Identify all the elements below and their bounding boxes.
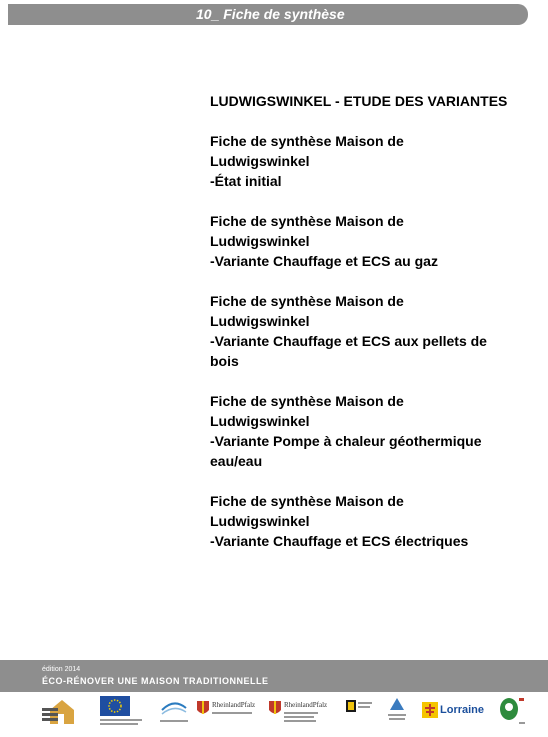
rheinland-pfalz-label: RheinlandPfalz <box>212 701 256 709</box>
entry-variant: -Variante Chauffage et ECS électriques <box>210 533 469 549</box>
lorraine-logo <box>420 694 492 730</box>
entry-line: Ludwigswinkel <box>210 233 310 249</box>
maison-logo <box>40 694 80 730</box>
rheinland-pfalz-logo <box>196 694 260 730</box>
entry-line: Fiche de synthèse Maison de <box>210 213 404 229</box>
entry-line: Ludwigswinkel <box>210 313 310 329</box>
entry-line: Fiche de synthèse Maison de <box>210 393 404 409</box>
entry-line: Ludwigswinkel <box>210 153 310 169</box>
entry-variant: -Variante Pompe à chaleur géothermique eau/eau <box>210 433 482 469</box>
document-body <box>210 91 510 571</box>
lorraine-label: Lorraine <box>440 704 485 716</box>
entry-line: Fiche de synthèse Maison de <box>210 133 404 149</box>
entry-line: Ludwigswinkel <box>210 413 310 429</box>
rheinland-pfalz-ministry-logo <box>268 694 336 730</box>
entry-variante-gaz <box>210 211 510 271</box>
rheinland-pfalz-label: RheinlandPfalz <box>284 701 328 709</box>
entry-line: Fiche de synthèse Maison de <box>210 493 404 509</box>
entry-variante-electrique <box>210 491 510 551</box>
entry-variant: -Variante Chauffage et ECS au gaz <box>210 253 438 269</box>
region-alsace-logo <box>384 694 410 730</box>
footer-edition: édition 2014 <box>42 666 81 673</box>
eu-flag-logo <box>96 694 144 730</box>
entry-line: Fiche de synthèse Maison de <box>210 293 404 309</box>
main-title: LUDWIGSWINKEL - ETUDE DES VARIANTES <box>210 93 508 109</box>
entry-line: Ludwigswinkel <box>210 513 310 529</box>
entry-variante-pellets <box>210 291 510 371</box>
region-emblem-logo <box>344 694 374 730</box>
entry-variante-pompe <box>210 391 510 471</box>
footer-title: ÉCO-RÉNOVER UNE MAISON TRADITIONNELLE <box>42 676 269 686</box>
entry-etat-initial <box>210 131 510 191</box>
partner-logos <box>36 694 526 730</box>
interreg-logo <box>154 694 194 730</box>
page-header-title: 10_ Fiche de synthèse <box>196 6 345 22</box>
entry-variant: -Variante Chauffage et ECS aux pellets de bois <box>210 333 487 369</box>
entry-variant: -État initial <box>210 173 282 189</box>
park-logo <box>498 694 526 730</box>
